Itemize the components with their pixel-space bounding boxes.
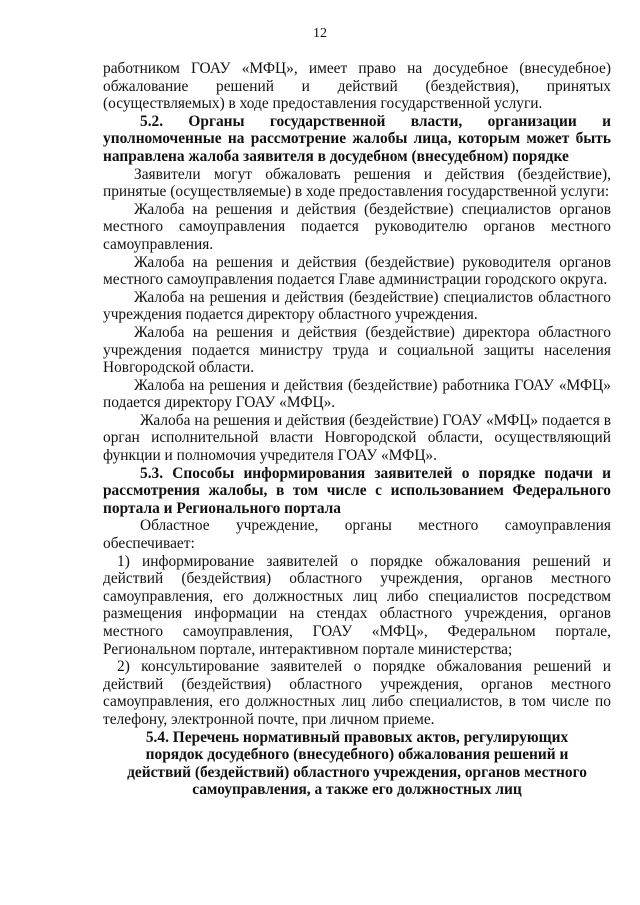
paragraph: Заявители могут обжаловать решения и действия (бездействие), принятые (осуществляемые) в ходе предоставления государственной услуги: <box>103 165 611 201</box>
paragraph: Областное учреждение, органы местного самоуправления обеспечивает: <box>103 517 611 553</box>
paragraph: 2) консультирование заявителей о порядке обжалования решений и действий (бездействия) областного учреждения, органов местного самоуправления, его должностных лиц либо специалистов, в том числе по телефону, электронной почте, при личном приеме. <box>103 658 611 728</box>
paragraph: Жалоба на решения и действия (бездействие) работника ГОАУ «МФЦ» подается директору ГОАУ «МФЦ». <box>103 376 611 412</box>
section-heading: 5.3. Способы информирования заявителей о порядке подачи и рассмотрения жалобы, в том числе с использованием Федерального портала и Регионального портала <box>103 464 611 517</box>
paragraph: Жалоба на решения и действия (бездействие) специалистов областного учреждения подается директору областного учреждения. <box>103 288 611 324</box>
paragraph: Жалоба на решения и действия (бездействие) руководителя органов местного самоуправления подается Главе администрации городского округа. <box>103 253 611 289</box>
paragraph: Жалоба на решения и действия (бездействие) ГОАУ «МФЦ» подается в орган исполнительной власти Новгородской области, осуществляющий функции и полномочия учредителя ГОАУ «МФЦ». <box>103 411 611 465</box>
paragraph: 1) информирование заявителей о порядке обжалования решений и действий (бездействия) областного учреждения, органов местного самоуправления, его должностных лиц либо специалистов посредством размещения информации на стендах областного учреждения, органов местного самоуправления, ГОАУ «МФЦ», Федеральном портале, Региональном портале, интерактивном портале министерства; <box>103 552 611 658</box>
paragraph: Жалоба на решения и действия (бездействие) специалистов органов местного самоуправления подается руководителю органов местного самоуправления. <box>103 200 611 253</box>
document-body <box>103 60 611 799</box>
section-heading: 5.2. Органы государственной власти, организации и уполномоченные на рассмотрение жалобы лица, которым может быть направлена жалоба заявителя в досудебном (внесудебном) порядке <box>103 112 611 165</box>
section-heading: 5.4. Перечень нормативный правовых актов, регулирующих порядок досудебного (внесудебного) обжалования решений и действий (бездействий) областного учреждения, органов местного самоуправления, а также его должностных лиц <box>127 728 587 799</box>
paragraph: работником ГОАУ «МФЦ», имеет право на досудебное (внесудебное) обжалование решений и действий (бездействия), принятых (осуществляемых) в ходе предоставления государственной услуги. <box>103 60 611 113</box>
page-number: 12 <box>313 26 327 41</box>
paragraph: Жалоба на решения и действия (бездействие) директора областного учреждения подается министру труда и социальной защиты населения Новгородской области. <box>103 323 611 377</box>
